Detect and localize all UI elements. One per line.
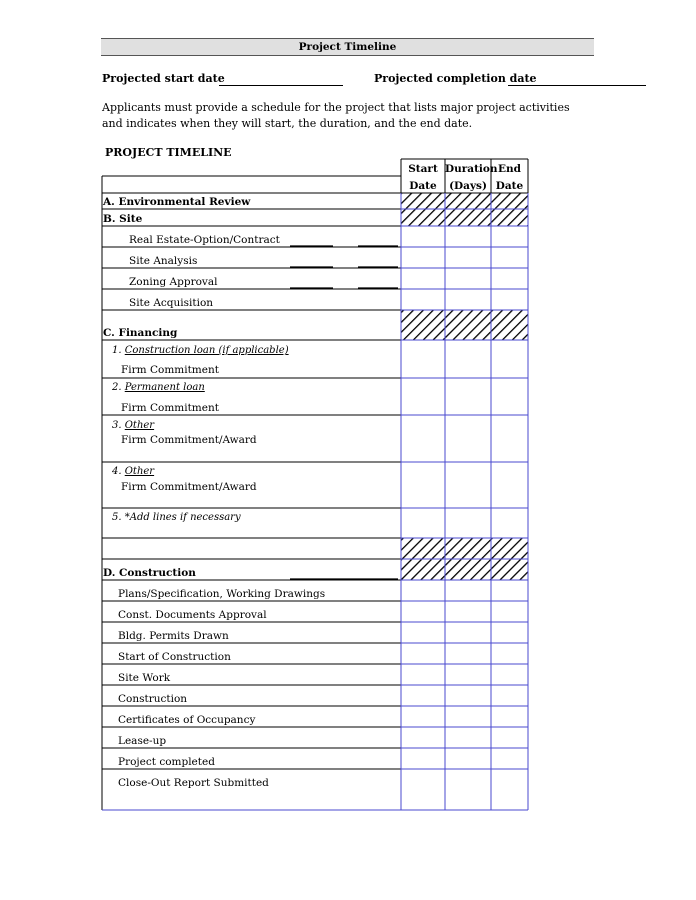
- financing-item-3: 3. Other: [112, 420, 155, 431]
- add-lines-note: 5. *Add lines if necessary: [112, 512, 241, 523]
- section-environmental-review: A. Environmental Review: [103, 196, 251, 208]
- section-construction: D. Construction: [103, 567, 196, 579]
- column-header-duration: Duration (Days): [445, 163, 498, 192]
- section-financing: C. Financing: [103, 327, 178, 339]
- construction-item-documents-approval: Const. Documents Approval: [118, 609, 267, 621]
- section-site: B. Site: [103, 213, 143, 225]
- hatched-cell: [491, 310, 528, 340]
- construction-item-lease-up: Lease-up: [118, 735, 167, 747]
- construction-item-site-work: Site Work: [118, 672, 171, 684]
- financing-item-2-commitment: Firm Commitment: [121, 402, 219, 414]
- construction-item-permits: Bldg. Permits Drawn: [118, 630, 229, 642]
- table-title: PROJECT TIMELINE: [105, 146, 232, 159]
- financing-item-1: 1. Construction loan (if applicable): [112, 345, 289, 356]
- site-item-zoning-approval: Zoning Approval: [129, 276, 218, 288]
- intro-paragraph: Applicants must provide a schedule for the project that lists major project activities and indicates when they will start, the duration, and the end date.: [102, 101, 570, 130]
- projected-start-label: Projected start date: [102, 72, 225, 85]
- construction-item-start: Start of Construction: [118, 651, 231, 663]
- financing-item-4: 4. Other: [112, 466, 155, 477]
- site-item-site-analysis: Site Analysis: [129, 255, 198, 267]
- financing-item-2: 2. Permanent loan: [112, 382, 205, 393]
- site-item-option-contract: Real Estate-Option/Contract: [129, 234, 280, 246]
- projected-completion-label: Projected completion date: [374, 72, 537, 85]
- hatched-cell: [401, 310, 445, 340]
- construction-item-plans: Plans/Specification, Working Drawings: [118, 588, 326, 600]
- construction-item-closeout: Close-Out Report Submitted: [118, 777, 269, 789]
- column-header-start: Start Date: [408, 163, 438, 192]
- construction-item-completed: Project completed: [118, 756, 215, 768]
- column-header-end: End Date: [495, 163, 524, 192]
- hatched-cell: [445, 310, 491, 340]
- form-banner: Project Timeline: [101, 38, 594, 56]
- construction-item-construction: Construction: [118, 693, 188, 705]
- financing-item-3-commitment: Firm Commitment/Award: [121, 434, 257, 446]
- financing-item-4-commitment: Firm Commitment/Award: [121, 481, 257, 493]
- site-item-site-acquisition: Site Acquisition: [129, 297, 214, 309]
- construction-item-occupancy: Certificates of Occupancy: [118, 714, 256, 726]
- financing-item-1-commitment: Firm Commitment: [121, 364, 219, 376]
